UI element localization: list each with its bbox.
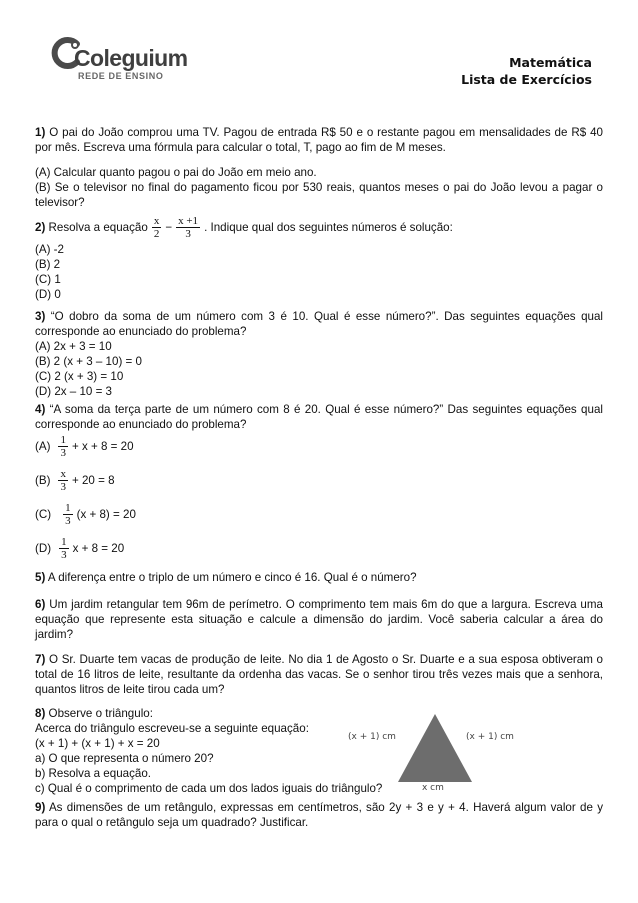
question-4 (35, 402, 603, 562)
question-5 (35, 570, 603, 585)
question-line: a) O que representa o número 20? (35, 752, 214, 765)
question-text: Observe o triângulo: (48, 707, 153, 720)
fraction: $\frac{1}{3}$ (61, 535, 67, 561)
question-number: 8) (35, 707, 46, 720)
question-6 (35, 597, 603, 642)
subject-title: Matemática (509, 55, 592, 70)
question-number: 5) (35, 571, 46, 584)
question-text: A diferença entre o triplo de um número e cinco é 16. Qual é o número? (47, 571, 417, 584)
question-text: O pai do João comprou uma TV. Pagou de entrada R$ 50 e o restante pagou em mensalidades de R$ 40 por mês. Escreva uma fórmula para calcular o total, T, pago ao fim de M meses. (35, 126, 603, 154)
option: (A) $\frac{1}{3}$ + x + 8 = 20 (35, 433, 134, 459)
question-text: . Indique qual dos seguintes números é solução: (204, 220, 453, 234)
fraction: $\frac{x}{3}$ (60, 467, 66, 493)
option: (A) -2 (35, 243, 64, 256)
option: (C) $\frac{1}{3}$ (x + 8) = 20 (35, 501, 136, 527)
question-7 (35, 652, 603, 697)
fraction: $\frac{x +1}{3}$ (178, 214, 199, 240)
triangle-left-label: (x + 1) cm (348, 732, 396, 742)
option: (B) $\frac{x}{3}$ + 20 = 8 (35, 467, 115, 493)
question-number: 2) (35, 220, 46, 234)
coleguium-logo (50, 36, 200, 82)
question-line: Acerca do triângulo escreveu-se a seguinte equação: (35, 722, 309, 735)
fraction: $\frac{x}{2}$ (153, 214, 160, 240)
question-line: c) Qual é o comprimento de cada um dos lados iguais do triângulo? (35, 782, 383, 795)
question-text: Um jardim retangular tem 96m de perímetro. O comprimento tem mais 6m do que a largura. Escreva uma equação que represente esta situação e calcule a dimensão do jardim. Você saberia calcular a área do jardim? (35, 598, 603, 641)
fraction: $\frac{1}{3}$ (65, 501, 71, 527)
option: (B) 2 (x + 3 – 10) = 0 (35, 355, 142, 368)
question-number: 4) (35, 403, 46, 416)
question-text: “O dobro da soma de um número com 3 é 10. Qual é esse número?”. Das seguintes equações qual corresponde ao enunciado do problema? (35, 310, 603, 338)
triangle-base-label: x cm (422, 783, 444, 793)
question-item: (A) Calcular quanto pagou o pai do João em meio ano. (35, 166, 317, 179)
question-number: 6) (35, 598, 46, 611)
question-2: 2) Resolva a equação $\frac{x}{2}$ − $\frac{x +1}{3}$ . Indique qual dos seguintes números é solução: (A) -2 (B) 2 (C) 1 (D) 0 (35, 212, 603, 302)
question-text: “A soma da terça parte de um número com 8 é 20. Qual é esse número?” Das seguintes equações qual corresponde ao enunciado do problema? (35, 403, 603, 431)
option: (D) 2x – 10 = 3 (35, 385, 113, 398)
question-text: As dimensões de um retângulo, expressas em centímetros, são 2y + 3 e y + 4. Haverá algum valor de y para o qual o retângulo seja um quadrado? Justificar. (35, 801, 603, 829)
triangle-figure (340, 712, 530, 796)
triangle-right-label: (x + 1) cm (466, 732, 514, 742)
page-header (461, 54, 592, 88)
option: (D) 0 (35, 288, 61, 301)
fraction: $\frac{1}{3}$ (60, 433, 66, 459)
option: (A) 2x + 3 = 10 (35, 340, 112, 353)
option: (C) 2 (x + 3) = 10 (35, 370, 124, 383)
question-item: (B) Se o televisor no final do pagamento ficou por 530 reais, quantos meses o pai do João levou a pagar o televisor? (35, 181, 603, 209)
question-line: b) Resolva a equação. (35, 767, 152, 780)
logo-name: Coleguium (74, 45, 188, 71)
question-1 (35, 125, 603, 210)
option: (C) 1 (35, 273, 61, 286)
question-number: 7) (35, 653, 46, 666)
question-text: O Sr. Duarte tem vacas de produção de leite. No dia 1 de Agosto o Sr. Duarte e a sua esposa obtiveram o total de 16 litros de leite, resultante da ordenha das vacas. Se o senhor tirou três vezes mais que a senhora, quantos litros de leite tirou cada um? (35, 653, 603, 696)
question-3 (35, 309, 603, 399)
question-number: 9) (35, 801, 46, 814)
question-text: Resolva a equação (48, 220, 148, 234)
question-number: 3) (35, 310, 46, 323)
question-line: (x + 1) + (x + 1) + x = 20 (35, 737, 160, 750)
option: (D) $\frac{1}{3}$ x + 8 = 20 (35, 535, 125, 561)
question-number: 1) (35, 126, 46, 139)
question-9 (35, 800, 603, 830)
document-title: Lista de Exercícios (461, 72, 592, 87)
option: (B) 2 (35, 258, 61, 271)
logo-tagline: REDE DE ENSINO (78, 71, 164, 81)
